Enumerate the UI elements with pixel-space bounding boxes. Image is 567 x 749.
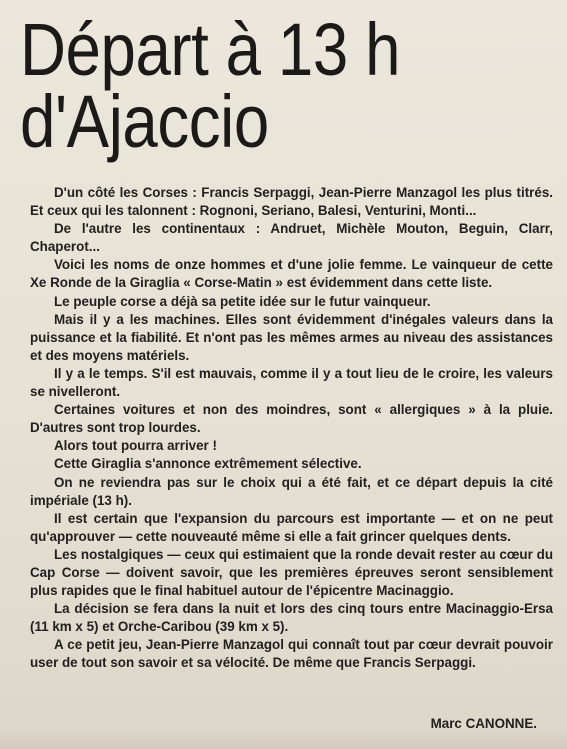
headline-line-1: Départ à 13 h <box>20 8 401 91</box>
article-paragraph: Alors tout pourra arriver ! <box>54 438 217 454</box>
article-paragraph: La décision se fera dans la nuit et lors des cinq tours entre Macinaggio-Ersa (11 km x 5) et Orche-Caribou (39 km x 5). <box>30 601 553 635</box>
article-paragraph: Voici les noms de onze hommes et d'une jolie femme. Le vainqueur de cette Xe Ronde de la Giraglia « Corse-Matin » est évidemment dans cette liste. <box>30 257 553 291</box>
headline-line-2: d'Ajaccio <box>20 80 269 163</box>
article-paragraph: Cette Giraglia s'annonce extrêmement sélective. <box>54 456 362 472</box>
author-signature: Marc CANONNE. <box>430 716 537 731</box>
paper-shadow <box>0 731 567 749</box>
article-paragraph: Mais il y a les machines. Elles sont évidemment d'inégales valeurs dans la puissance et la fiabilité. Et n'ont pas les mêmes armes au niveau des assistances et des moyens matériels. <box>30 311 553 363</box>
article-paragraph: Il est certain que l'expansion du parcours est importante — et on ne peut qu'approuver — cette nouveauté même si elle a fait grincer quelques dents. <box>30 510 553 544</box>
article-paragraph: Certaines voitures et non des moindres, sont « allergiques » à la pluie. D'autres sont trop lourdes. <box>30 402 553 436</box>
article-body <box>30 184 553 673</box>
article-paragraph: On ne reviendra pas sur le choix qui a été fait, et ce départ depuis la cité impériale (13 h). <box>30 474 553 508</box>
headline <box>20 8 401 163</box>
article-paragraph: Les nostalgiques — ceux qui estimaient que la ronde devait rester au cœur du Cap Corse — doivent savoir, que les premières épreuves seront sensiblement plus rapides que le final habituel autour de l'épicentre Macinaggio. <box>30 546 553 599</box>
article-paragraph: De l'autre les continentaux : Andruet, Michèle Mouton, Beguin, Clarr, Chaperot... <box>30 221 553 255</box>
article-paragraph: Il y a le temps. S'il est mauvais, comme il y a tout lieu de le croire, les valeurs se nivelleront. <box>30 365 553 400</box>
article-paragraph: Le peuple corse a déjà sa petite idée sur le futur vainqueur. <box>54 293 431 309</box>
article-paragraph: A ce petit jeu, Jean-Pierre Manzagol qui connaît tout par cœur devrait pouvoir user de tout son savoir et sa vélocité. De même que Francis Serpaggi. <box>30 637 553 671</box>
article-paragraph: D'un côté les Corses : Francis Serpaggi, Jean-Pierre Manzagol les plus titrés. Et ceux qui les talonnent : Rognoni, Seriano, Balesi, Venturini, Monti... <box>30 185 553 219</box>
